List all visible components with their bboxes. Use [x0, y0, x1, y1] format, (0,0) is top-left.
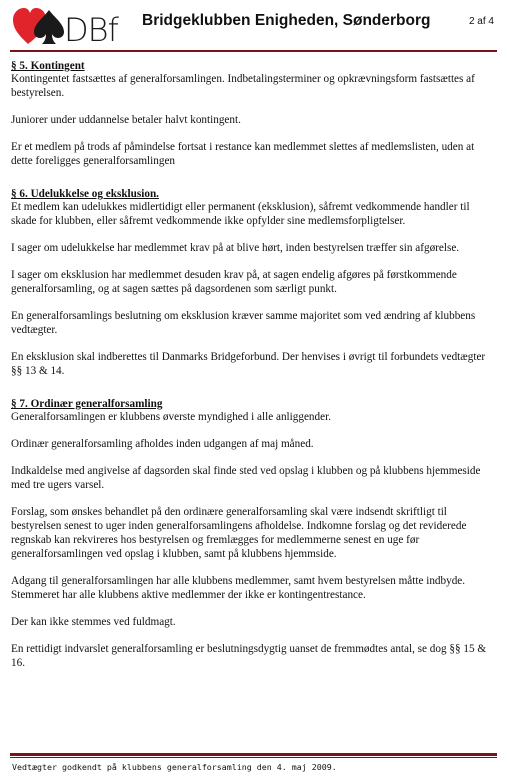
paragraph: Kontingentet fastsættes af generalforsamlingen. Indbetalingsterminer og opkrævningsform fastsættes af bestyrelsen. [11, 73, 475, 99]
paragraph: Juniorer under uddannelse betaler halvt kontingent. [11, 114, 241, 126]
document-body [11, 60, 497, 670]
section-heading: § 6. Udelukkelse og eksklusion. [11, 188, 159, 200]
page-number: 2 af 4 [468, 16, 494, 27]
paragraph: Er et medlem på trods af påmindelse fortsat i restance kan medlemmet slettes af medlemslisten, uden at dette foreligges generalforsamlingen [11, 141, 475, 167]
paragraph: En generalforsamlings beslutning om eksklusion kræver samme majoritet som ved ændring af klubbens vedtægter. [11, 310, 476, 336]
paragraph: Adgang til generalforsamlingen har alle klubbens medlemmer, samt hvem bestyrelsen måtte indbyde. Stemmeret har alle klubbens aktive medlemmer der ikke er kontingentrestance. [11, 575, 466, 601]
dbf-logo [12, 6, 118, 49]
footer-note: Vedtægter godkendt på klubbens generalforsamling den 4. maj 2009. [12, 762, 337, 772]
paragraph: Der kan ikke stemmes ved fuldmagt. [11, 616, 176, 628]
section-kontingent [11, 60, 497, 168]
paragraph: Et medlem kan udelukkes midlertidigt eller permanent (eksklusion), såfremt vedkommende handler til skade for klubben, eller såfremt vedkommende ikke opfylder sine medlemsforpligtelser. [11, 201, 470, 227]
paragraph: I sager om udelukkelse har medlemmet krav på at blive hørt, inden bestyrelsen træffer sin afgørelse. [11, 242, 460, 254]
section-generalforsamling [11, 398, 497, 670]
paragraph: Generalforsamlingen er klubbens øverste myndighed i alle anliggender. [11, 411, 331, 423]
footer-divider [10, 753, 497, 756]
header-divider [10, 50, 497, 52]
page-header [0, 0, 507, 50]
section-heading: § 5. Kontingent [11, 60, 85, 72]
section-heading: § 7. Ordinær generalforsamling [11, 398, 163, 410]
paragraph: Indkaldelse med angivelse af dagsorden skal finde sted ved opslag i klubben og på klubbens hjemmeside med tre ugers varsel. [11, 465, 481, 491]
logo-text: DBf [64, 11, 118, 49]
paragraph: En eksklusion skal indberettes til Danmarks Bridgeforbund. Der henvises i øvrigt til forbundets vedtægter §§ 13 & 14. [11, 351, 486, 377]
paragraph: Ordinær generalforsamling afholdes inden udgangen af maj måned. [11, 438, 314, 450]
section-udelukkelse [11, 188, 497, 378]
paragraph: En rettidigt indvarslet generalforsamling er beslutningsdygtig uanset de fremmødtes antal, se dog §§ 15 & 16. [11, 643, 487, 669]
club-title: Bridgeklubben Enigheden, Sønderborg [142, 12, 431, 29]
footer-divider-thin [10, 757, 497, 758]
paragraph: Forslag, som ønskes behandlet på den ordinære generalforsamling skal være indsendt skriftligt til bestyrelsen senest to uger inden generalforsamlingens afholdelse. Indkomne forslag og det reviderede regnskab kan rekvireres hos bestyrelsen og fremlægges for medlemmerne senest en uge før generalforsamlingen ved opslag i klubben, samt på klubbens hjemmside. [11, 506, 467, 560]
paragraph: I sager om eksklusion har medlemmet desuden krav på, at sagen endelig afgøres på førstkommende generalforsamling, og at sagen sættes på dagsordenen som særligt punkt. [11, 269, 457, 295]
